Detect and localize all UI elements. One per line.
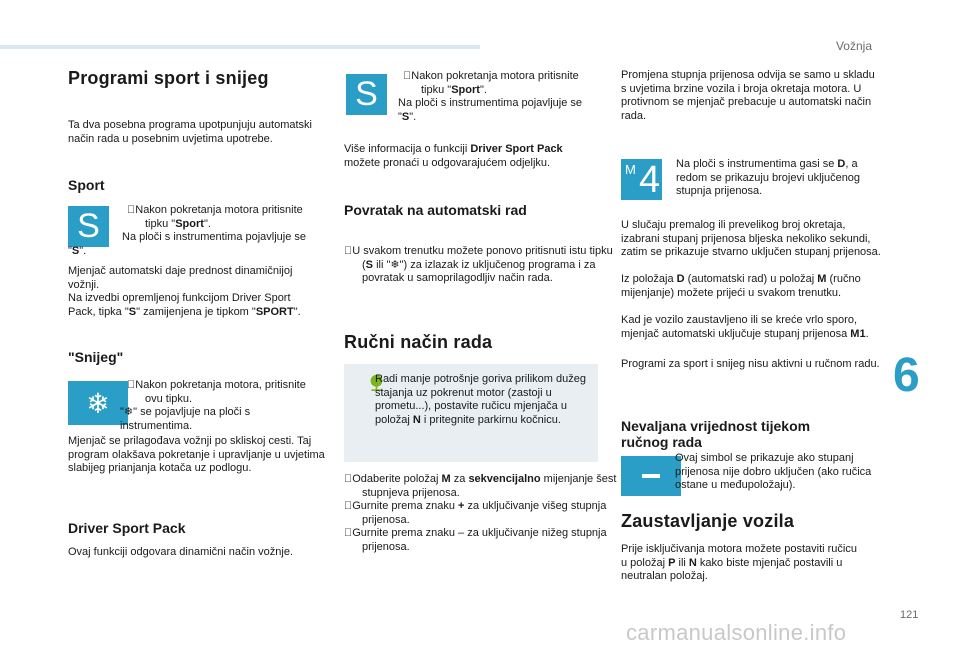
heading-sport: Sport: [68, 177, 105, 193]
snowflake-icon: ❄: [68, 381, 128, 425]
sport-step: Nakon pokretanja motora pritisnite tipku "Sport".: [135, 204, 303, 230]
rpm-text: U slučaju premalog ili prevelikog broj okretaja, izabrani stupanj prijenosa bljeska nekoliko sekundi, zatim se prikazuje stvarno uključen stupanj prijenosa.: [621, 219, 881, 258]
snow-desc: Mjenjač se prilagođava vožnji po skliskoj cesti. Taj program olakšava pokretanje i upravljanje u uvjetima slabijeg prianjanja kotača uz podlogu.: [68, 435, 325, 474]
invalid-gear-minus-icon: [621, 456, 681, 496]
manual-step-2: Gurnite prema znaku + za uključivanje višeg stupnja prijenosa.: [352, 500, 607, 526]
snow-step: Nakon pokretanja motora, pritisnite ovu tipku.: [135, 379, 306, 405]
sport-desc-1: Mjenjač automatski daje prednost dinamičnijoj vožnji.: [68, 265, 293, 291]
manual-step-3: Gurnite prema znaku – za uključivanje nižeg stupnja prijenosa.: [352, 527, 607, 553]
eco-info-box: [344, 364, 598, 462]
gear-indicator-digit: 4: [639, 159, 661, 201]
gear-display-note: Na ploči s instrumentima gasi se D, a redom se prikazuju brojevi uključenog stupnja prijenosa.: [676, 158, 861, 197]
watermark: carmanualsonline.info: [626, 620, 847, 645]
section-title-stop: Zaustavljanje vozila: [621, 511, 795, 531]
section-title-manual: Ručni način rada: [344, 332, 493, 352]
stop-vehicle-text: Prije isključivanja motora možete postaviti ručicu u položaj P ili N kako biste mjenjač postavili u neutralan položaj.: [621, 543, 857, 582]
sport-pack-display-note: Na ploči s instrumentima pojavljuje se "S".: [398, 97, 583, 123]
sport-pack-s-icon: S: [346, 74, 387, 115]
programs-intro: Ta dva posebna programa upotpunjuju automatski način rada u posebnim uvjetima upotrebe.: [68, 119, 312, 145]
section-label: Vožnja: [835, 39, 872, 53]
sport-desc-2: Na izvedbi opremljenoj funkcijom Driver Sport Pack, tipka "S" zamijenjena je tipkom "SPORT".: [68, 292, 301, 318]
invalid-value-text: Ovaj simbol se prikazuje ako stupanj prijenosa nije dobro uključen (ako ručica ostane u međupoložaju).: [675, 452, 872, 491]
manual-step-1: Odaberite položaj M za sekvencijalno mijenjanje šest stupnjeva prijenosa.: [352, 473, 617, 499]
heading-invalid-value: Nevaljana vrijednost tijekom ručnog rada: [621, 418, 811, 450]
driver-sport-pack-text: Ovaj funkciji odgovara dinamični način vožnje.: [68, 546, 294, 558]
heading-return-auto: Povratak na automatski rad: [344, 202, 527, 218]
eco-info-text: Radi manje potrošnje goriva prilikom dužeg stajanja uz pokrenut motor (zastoji u prometu...), postavite ručicu mjenjača u položaj N i pritegnite parkirnu kočnicu.: [375, 373, 586, 426]
stopped-vehicle-text: Kad je vozilo zaustavljeno ili se kreće vrlo sporo, mjenjač automatski uključuje stupanj prijenosa M1.: [621, 314, 869, 340]
heading-driver-sport-pack: Driver Sport Pack: [68, 520, 186, 536]
sport-display-note: Na ploči s instrumentima pojavljuje se "S".: [68, 231, 307, 257]
top-accent-bar: [0, 45, 480, 49]
section-title-programs: Programi sport i snijeg: [68, 68, 269, 88]
gear-indicator-m4-icon: [621, 159, 662, 200]
programs-inactive-note: Programi za sport i snijeg nisu aktivni u ručnom radu.: [621, 358, 880, 370]
gear-change-text: Promjena stupnja prijenosa odvija se samo u skladu s uvjetima brzine vozila i broja okretaja motora. U protivnom se mjenjač prebacuje u automatski način rada.: [621, 69, 875, 122]
gear-indicator-letter: M: [625, 162, 636, 177]
switch-mode-text: Iz položaja D (automatski rad) u položaj M (ručno mijenjanje) možete prijeći u svakom trenutku.: [621, 273, 861, 299]
return-auto-text: U svakom trenutku možete ponovo pritisnuti istu tipku (S ili "❄") za izlazak iz uključenog programa i za povratak u samoprilagodljiv način rada.: [352, 245, 613, 284]
page-number: 121: [900, 609, 919, 621]
sport-pack-more-info: Više informacija o funkciji Driver Sport Pack možete pronaći u odgovarajućem odjeljku.: [344, 143, 563, 169]
heading-snow: "Snijeg": [68, 349, 124, 365]
snow-display-note: "❄" se pojavljuje na ploči s instrumentima.: [120, 406, 251, 432]
sport-s-icon: S: [68, 206, 109, 247]
chapter-number: 6: [893, 349, 920, 402]
sport-pack-step: Nakon pokretanja motora pritisnite tipku "Sport".: [411, 70, 579, 96]
